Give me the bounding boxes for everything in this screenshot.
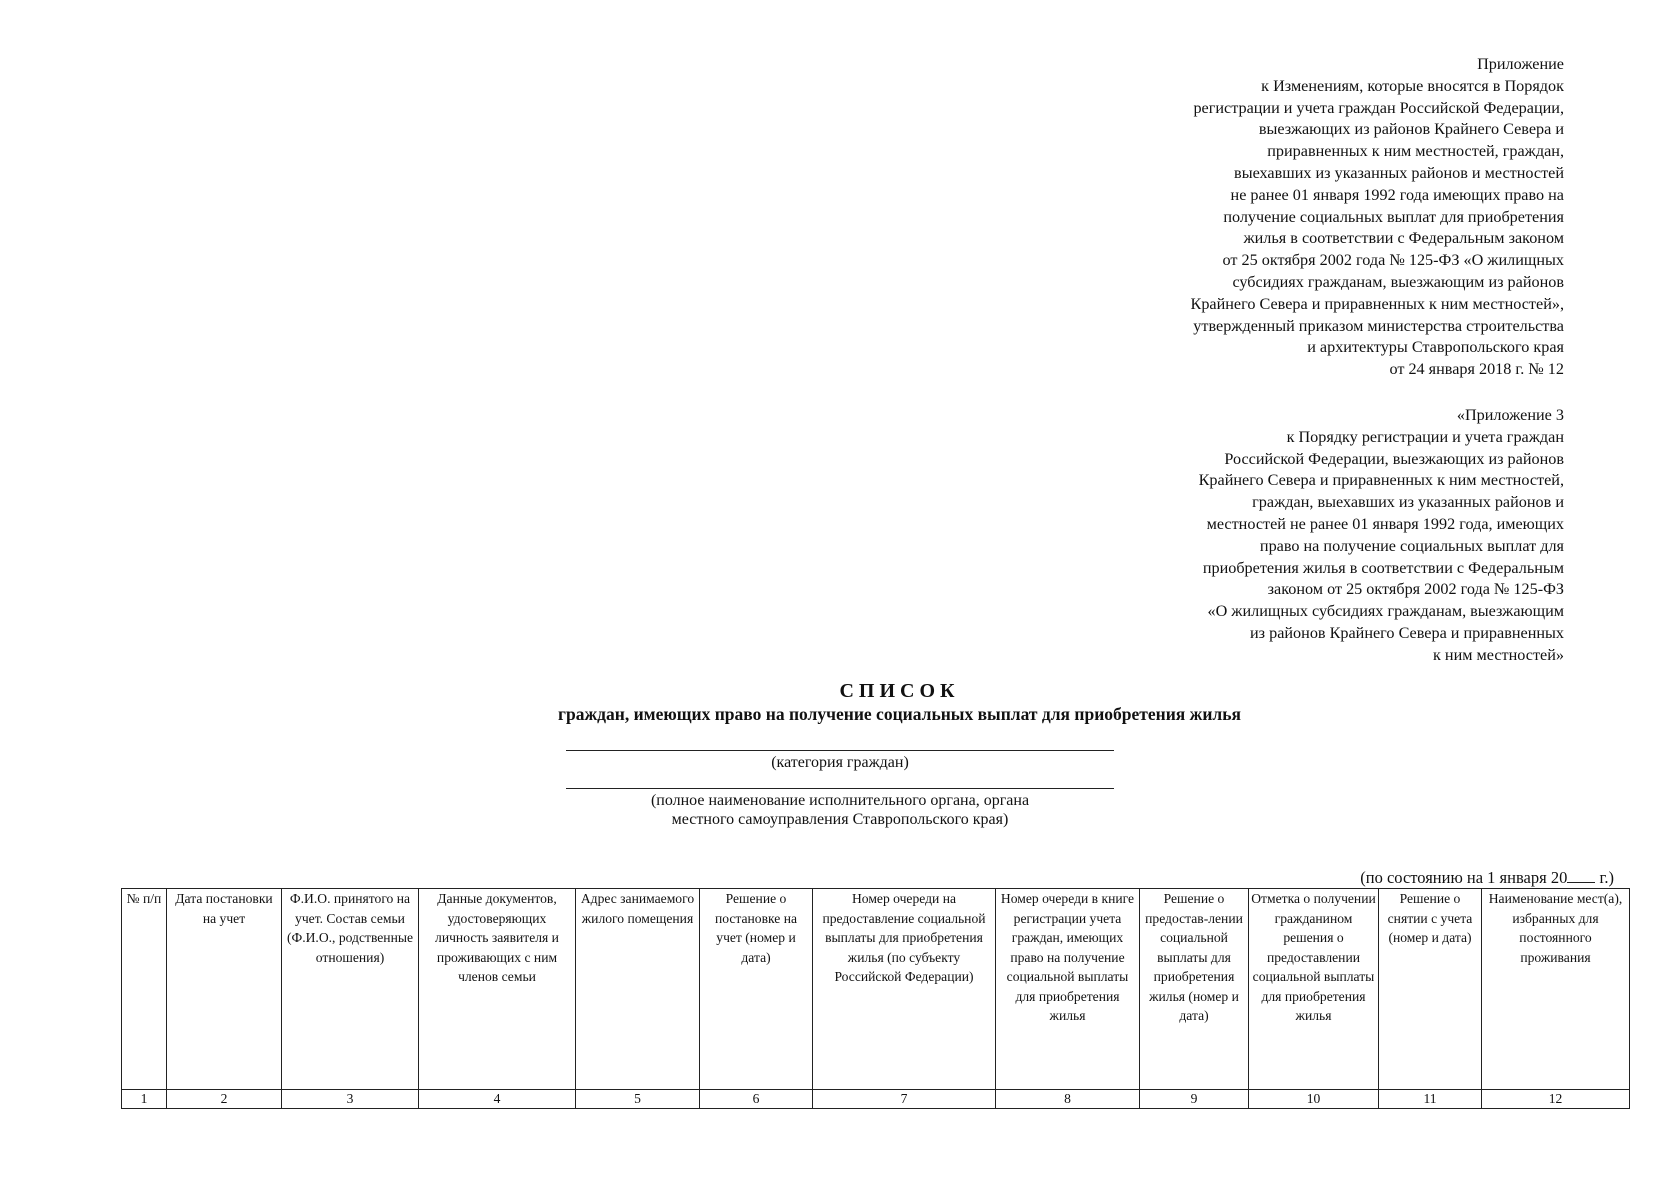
header-cell-payment-decision: Решение о предостав-лении социальной выплаты для приобретения жилья (номер и дата)	[1140, 889, 1249, 1090]
appendix3-header-line: из районов Крайнего Севера и приравненных	[1250, 623, 1564, 642]
appendix-header-line: Крайнего Севера и приравненных к ним местностей»,	[1190, 294, 1564, 313]
appendix-header-line: приравненных к ним местностей, граждан,	[1267, 142, 1564, 161]
appendix3-header-line: законом от 25 октября 2002 года № 125-ФЗ	[1267, 580, 1564, 599]
authority-fill-line	[566, 788, 1114, 789]
appendix-header-line: Приложение	[1477, 55, 1564, 73]
appendix-header-line: выезжающих из районов Крайнего Севера и	[1258, 120, 1564, 139]
appendix3-header-line: право на получение социальных выплат для	[1259, 536, 1564, 555]
document-title: СПИСОК	[839, 680, 960, 702]
table-header-row	[122, 889, 1630, 1090]
appendix3-header	[1199, 405, 1564, 667]
header-cell-removal-decision: Решение о снятии с учета (номер и дата)	[1379, 889, 1482, 1090]
column-number-cell: 5	[576, 1090, 700, 1109]
header-cell-receipt-mark: Отметка о получении гражданином решения о предоставлении социальной выплаты для приобретения жилья	[1249, 889, 1379, 1090]
appendix-header-line: от 24 января 2018 г. № 12	[1389, 360, 1564, 379]
appendix-header-line: жилья в соответствии с Федеральным законом	[1243, 229, 1564, 248]
appendix-header-line: и архитектуры Ставропольского края	[1307, 338, 1564, 357]
appendix-header-line: выехавших из указанных районов и местностей	[1234, 163, 1564, 182]
column-number-cell: 8	[996, 1090, 1140, 1109]
column-number-cell: 7	[813, 1090, 996, 1109]
appendix3-header-line: Российской Федерации, выезжающих из районов	[1224, 449, 1564, 468]
category-fill-line	[566, 750, 1114, 751]
appendix3-header-line: Крайнего Севера и приравненных к ним местностей,	[1198, 471, 1564, 490]
column-number-cell: 11	[1379, 1090, 1482, 1109]
appendix-header-line: от 25 октября 2002 года № 125-ФЗ «О жилищных	[1222, 251, 1564, 270]
appendix-header-line: не ранее 01 января 1992 года имеющих право на	[1230, 185, 1564, 204]
header-cell-full-name: Ф.И.О. принятого на учет. Состав семьи (Ф.И.О., родственные отношения)	[282, 889, 419, 1090]
as-of-suffix: г.)	[1599, 868, 1614, 887]
header-cell-queue-number-book: Номер очереди в книге регистрации учета граждан, имеющих право на получение социальной выплаты для приобретения жилья	[996, 889, 1140, 1090]
column-number-cell: 4	[419, 1090, 576, 1109]
appendix3-header-line: «Приложение 3	[1456, 406, 1564, 424]
column-number-cell: 9	[1140, 1090, 1249, 1109]
category-caption: (категория граждан)	[771, 754, 909, 771]
header-cell-queue-number-subject: Номер очереди на предоставление социальной выплаты для приобретения жилья (по субъекту Российской Федерации)	[813, 889, 996, 1090]
header-cell-chosen-places: Наименование мест(а), избранных для постоянного проживания	[1482, 889, 1630, 1090]
header-cell-registration-decision: Решение о постановке на учет (номер и дата)	[700, 889, 813, 1090]
appendix3-header-line: местностей не ранее 01 января 1992 года, имеющих	[1206, 514, 1564, 533]
column-number-cell: 12	[1482, 1090, 1630, 1109]
header-cell-identity-documents: Данные документов, удостоверяющих личность заявителя и проживающих с ним членов семьи	[419, 889, 576, 1090]
appendix-header-line: регистрации и учета граждан Российской Федерации,	[1193, 98, 1564, 117]
header-cell-number: № п/п	[122, 889, 167, 1090]
appendix3-header-line: приобретения жилья в соответствии с Федеральным	[1202, 558, 1564, 577]
appendix-header	[1191, 54, 1564, 381]
authority-caption-line: местного самоуправления Ставропольского края)	[671, 811, 1009, 828]
appendix-header-line: получение социальных выплат для приобретения	[1223, 207, 1564, 226]
column-number-cell: 3	[282, 1090, 419, 1109]
appendix-header-line: к Изменениям, которые вносятся в Порядок	[1261, 76, 1564, 95]
register-table	[121, 888, 1630, 1109]
column-number-cell: 6	[700, 1090, 813, 1109]
column-number-cell: 2	[167, 1090, 282, 1109]
appendix-header-line: субсидиях гражданам, выезжающим из районов	[1232, 272, 1564, 291]
appendix-header-line: утвержденный приказом министерства строительства	[1193, 316, 1564, 335]
as-of-date	[1360, 868, 1614, 888]
appendix3-header-line: к ним местностей»	[1433, 645, 1564, 664]
authority-caption	[500, 791, 1180, 829]
authority-caption-line: (полное наименование исполнительного органа, органа	[650, 792, 1030, 809]
column-number-cell: 1	[122, 1090, 167, 1109]
appendix3-header-line: «О жилищных субсидиях гражданам, выезжающим	[1207, 602, 1564, 621]
year-blank	[1567, 868, 1595, 883]
appendix3-header-line: граждан, выехавших из указанных районов и	[1252, 493, 1564, 512]
table-column-number-row	[122, 1090, 1630, 1109]
header-cell-registration-date: Дата постановки на учет	[167, 889, 282, 1090]
as-of-prefix: (по состоянию на 1 января 20	[1360, 868, 1568, 887]
column-number-cell: 10	[1249, 1090, 1379, 1109]
appendix3-header-line: к Порядку регистрации и учета граждан	[1286, 427, 1564, 446]
header-cell-address: Адрес занимаемого жилого помещения	[576, 889, 700, 1090]
document-subtitle: граждан, имеющих право на получение социальных выплат для приобретения жилья	[558, 704, 1241, 724]
